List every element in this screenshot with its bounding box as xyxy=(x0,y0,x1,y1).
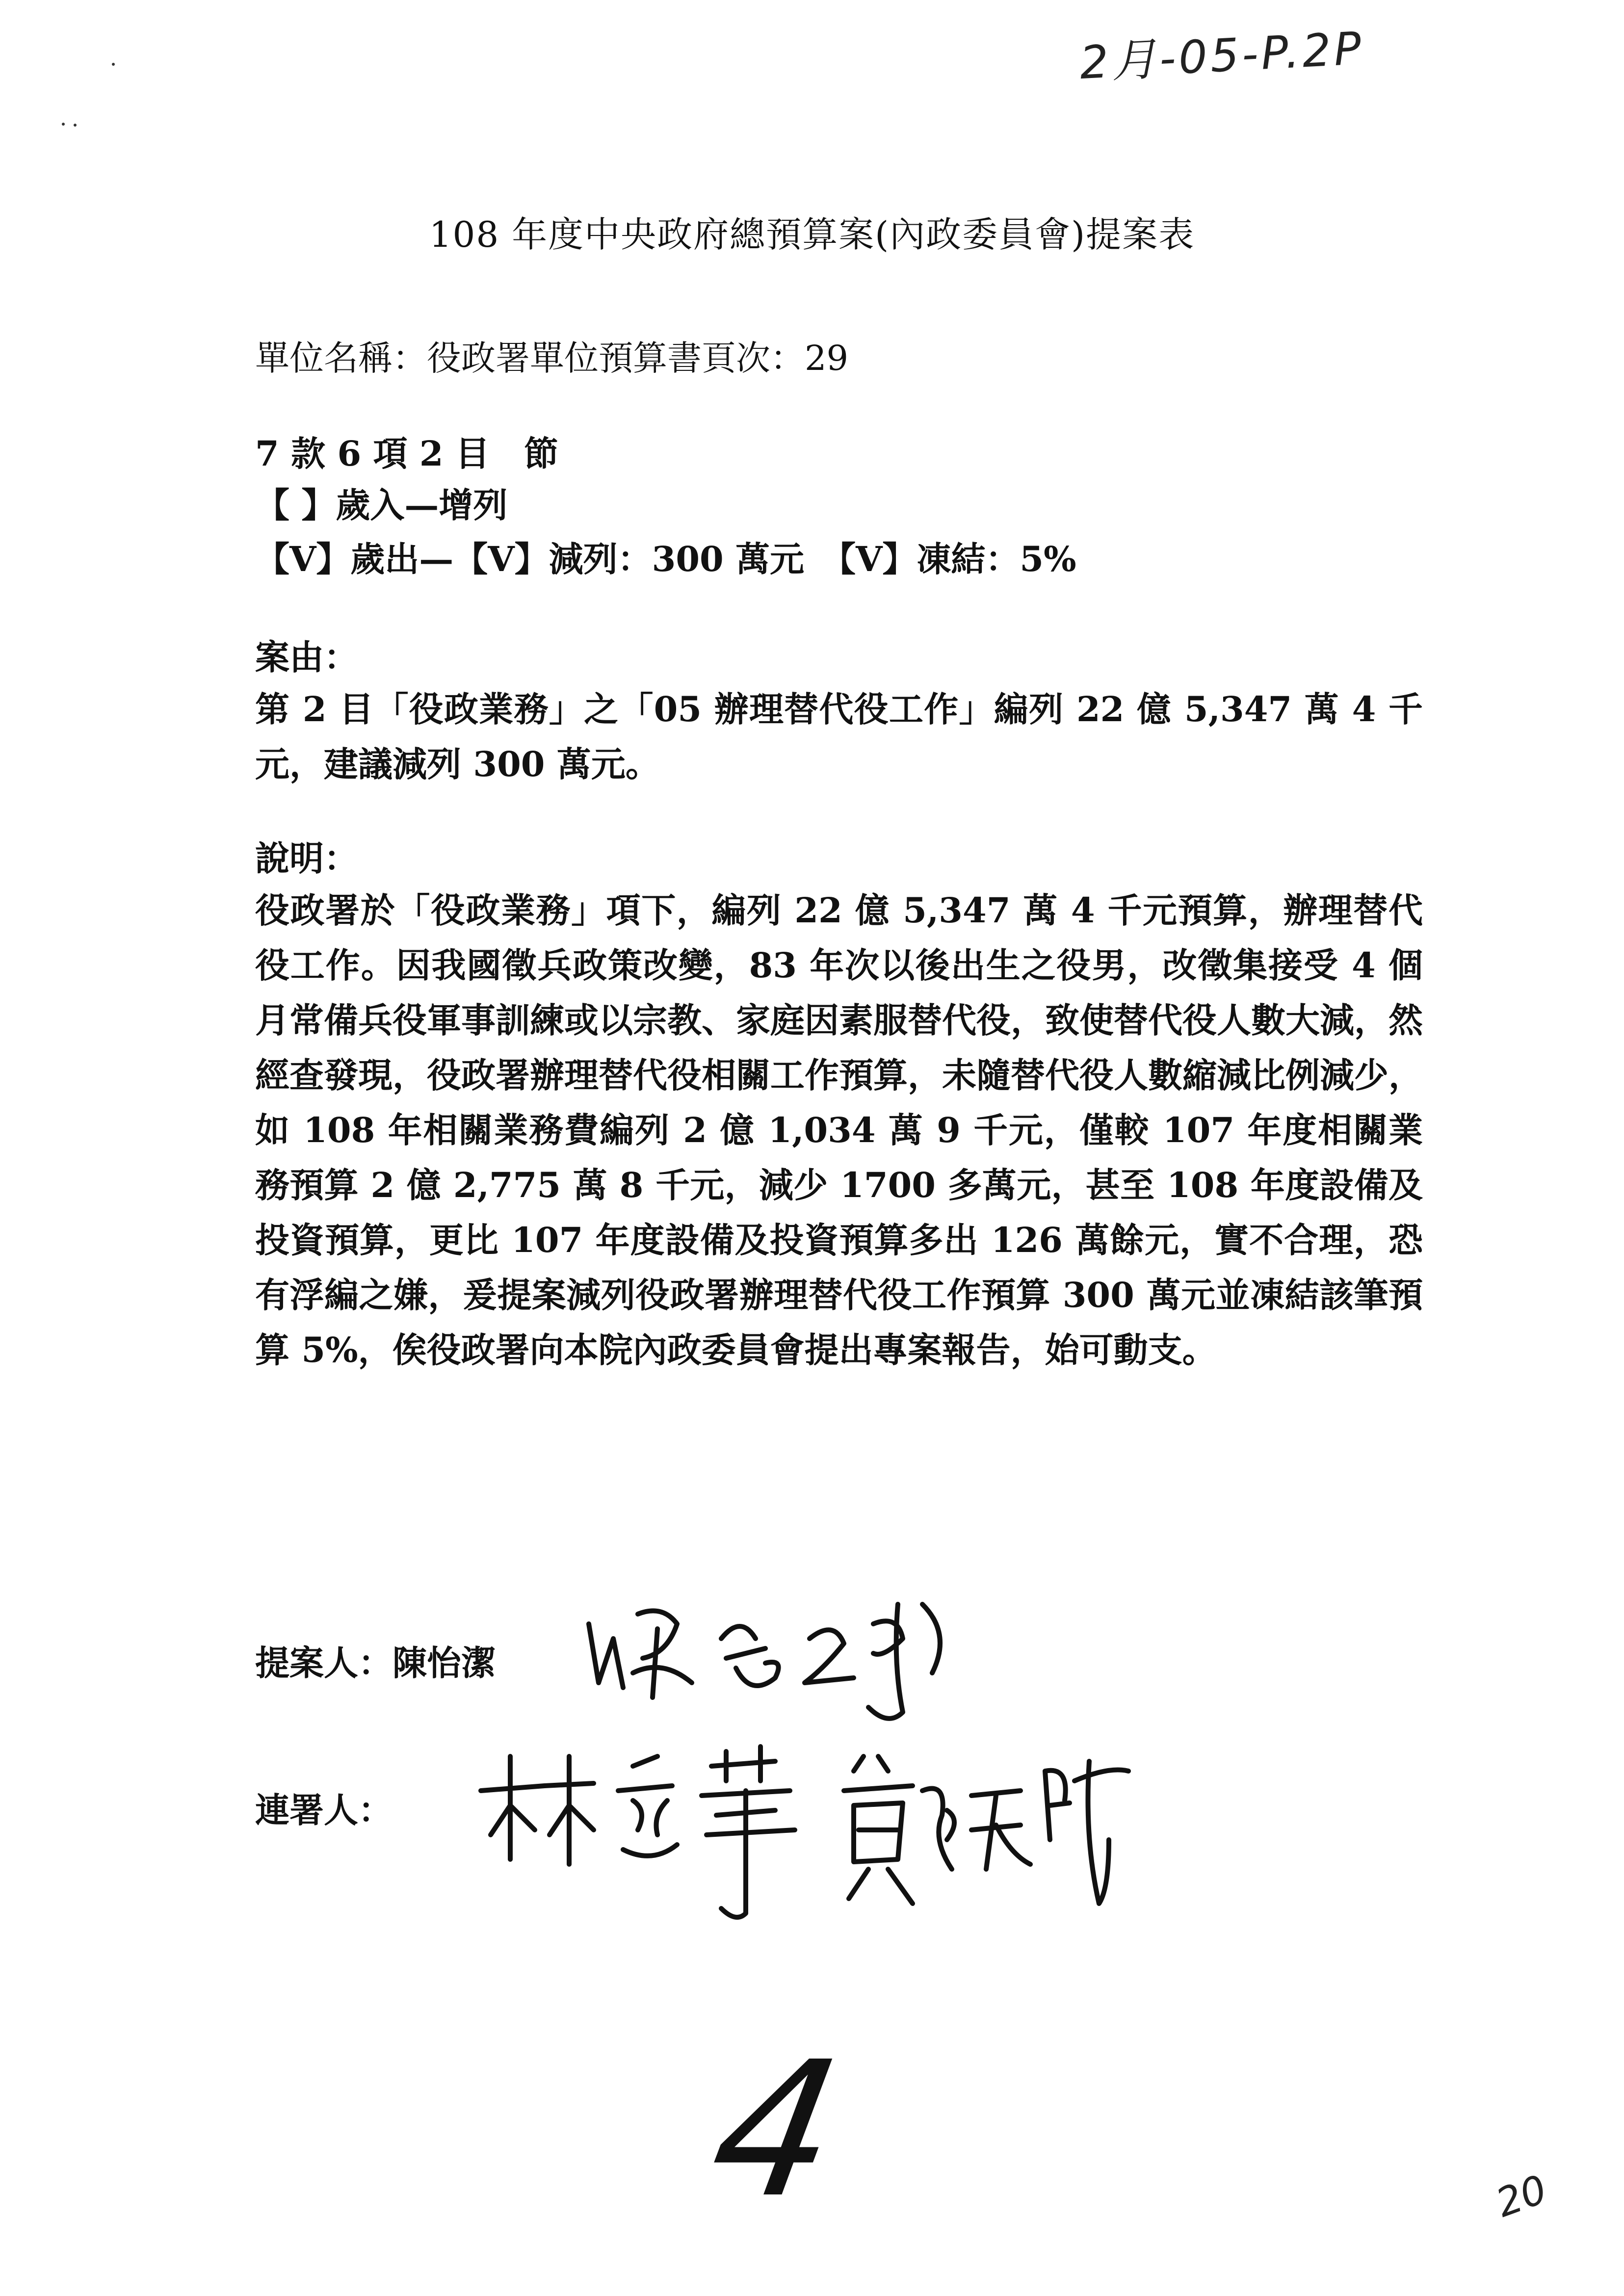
cosigner-signature-2 xyxy=(834,1742,1138,1923)
budget-item-line: 7 款 6 項 2 目 節 xyxy=(255,433,558,474)
unit-name-line: 單位名稱：役政署單位預算書頁次：29 xyxy=(255,338,849,378)
cosigner-signature-1 xyxy=(471,1737,824,1923)
scan-speck xyxy=(112,63,115,66)
handwritten-date-note: 2月-05-P.2P xyxy=(1078,22,1365,90)
scan-speck xyxy=(74,124,77,127)
explanation-text: 役政署於「役政業務」項下，編列 22 億 5,347 萬 4 千元預算，辦理替代役工作。因我國徵兵政策改變，83 年次以後出生之役男，改徵集接受 4 個月常備兵役軍事訓練或以宗教、家庭因素服替代役，致使替代役人數大減，然經查發現，役政署辦理替代役相關工作預算，未隨替代役人數縮減比例減少，如 108 年相關業務費編列 2 億 1,034 萬 9 千元，僅較 107 年度相關業務預算 2 億 2,775 萬 8 千元，減少 1700 多萬元，甚至 108 年度設備及投資預算，更比 107 年度設備及投資預算多出 126 萬餘元，實不合理，恐有浮編之嫌，爰提案減列役政署辦理替代役工作預算 300 萬元並凍結該筆預算 5%，俟役政署向本院內政委員會提出專案報告，始可動支。 xyxy=(255,890,1423,1370)
handwritten-page-number: 4 xyxy=(697,2021,854,2239)
proposer-label: 提案人：陳怡潔 xyxy=(255,1643,496,1683)
scan-speck xyxy=(62,123,65,126)
explanation-heading: 說明： xyxy=(255,838,358,879)
cosigners-label: 連署人： xyxy=(255,1790,393,1830)
proposer-signature xyxy=(579,1585,981,1732)
document-title: 108 年度中央政府總預算案(內政委員會)提案表 xyxy=(429,214,1195,255)
revenue-line: 【 】歲入—增列 xyxy=(255,485,508,525)
reason-text: 第 2 目「役政業務」之「05 辦理替代役工作」編列 22 億 5,347 萬 4 千元，建議減列 300 萬元。 xyxy=(255,689,1423,784)
expenditure-line: 【V】歲出—【V】減列：300 萬元 【V】凍結：5% xyxy=(255,539,1076,579)
handwritten-corner-mark: 20 xyxy=(1490,2166,1553,2226)
reason-heading: 案由： xyxy=(255,637,358,678)
